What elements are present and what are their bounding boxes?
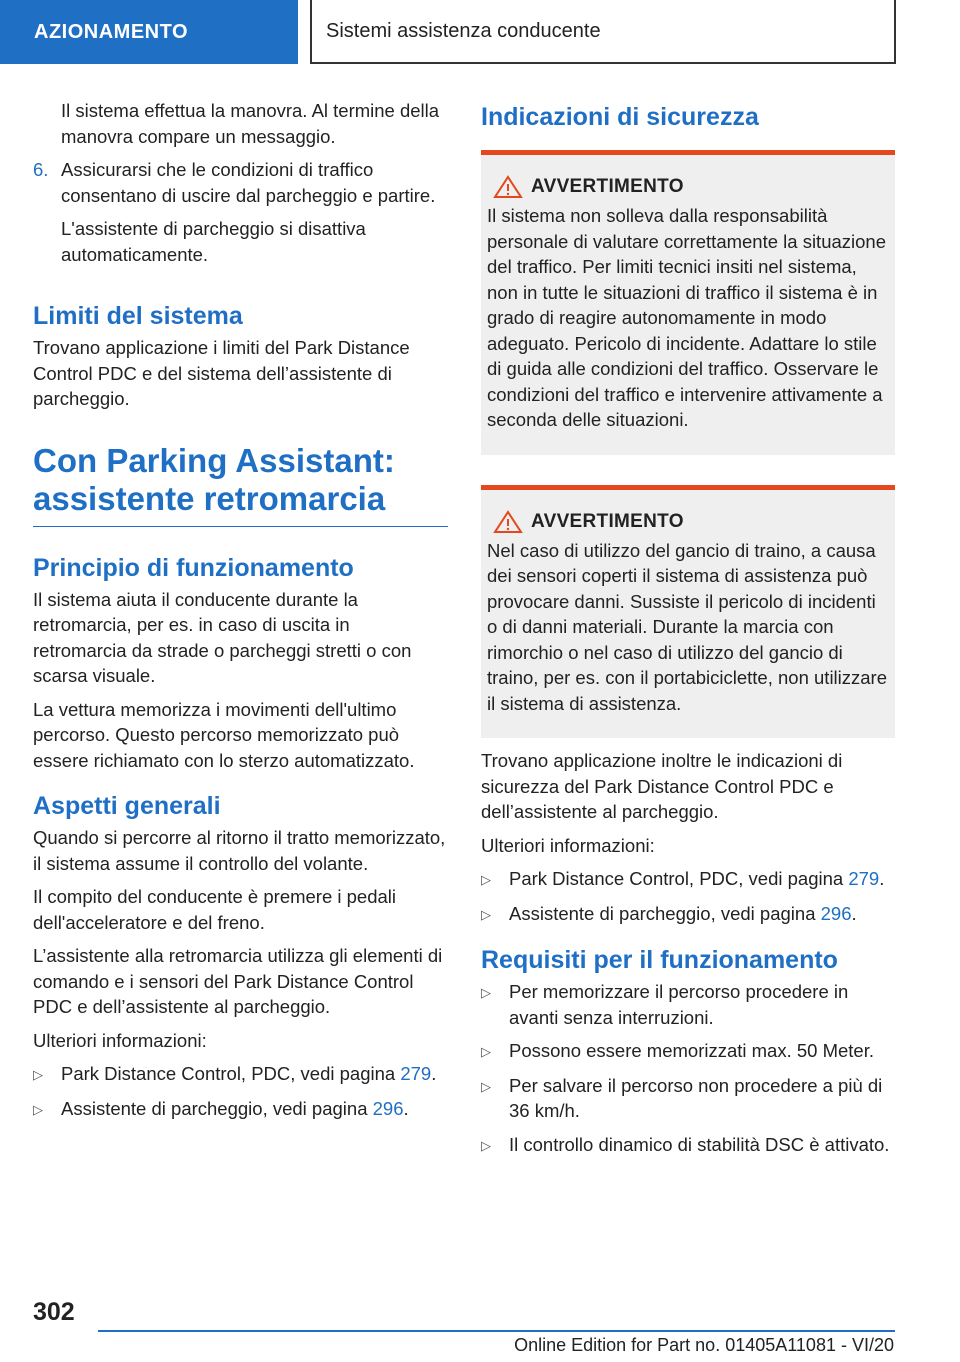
principle-heading: Principio di funzionamento [33,553,354,582]
requirements-list [481,979,895,1158]
warning-box [481,150,895,455]
footer-edition: Online Edition for Part no. 01405A11081 - VI/20 [514,1335,894,1355]
step-text: Assicurarsi che le condizioni di traffico consentano di uscire dal parcheggio e partire. [61,159,436,206]
more-info-label: Ulteriori informazioni: [33,1029,207,1051]
principle-p2: La vettura memorizza i movimenti dell'ultimo percorso. Questo percorso memorizzato può essere richiamato con lo sterzo automatizzato. [33,698,415,771]
triangle-bullet-icon: ▷ [33,1067,43,1082]
safety-after-text: Trovano applicazione inoltre le indicazioni di sicurezza del Park Distance Control PDC e dell’assistente al parcheggio. [481,750,843,822]
principle-p1: Il sistema aiuta il conducente durante la retromarcia, per es. in caso di uscita in retromarcia da strade o parcheggi stretti o con scarsa visuale. [33,588,412,686]
header-chapter-title: Sistemi assistenza conducente [310,0,896,64]
warning-triangle-icon [493,510,523,534]
step-note: L'assistente di parcheggio si disattiva automaticamente. [61,218,366,265]
page-link[interactable]: 279 [400,1063,432,1084]
intro-text: Il sistema effettua la manovra. Al termine della manovra compare un messaggio. [61,100,440,147]
right-column [481,98,895,1166]
list-item: ▷ Il controllo dinamico di stabilità DSC è attivato. [481,1132,895,1159]
left-link-list [33,1061,448,1122]
requirements-heading: Requisiti per il funzionamento [481,946,838,974]
list-item: ▷ Park Distance Control, PDC, vedi pagina 279. [481,866,895,893]
step-number: 6. [33,159,49,180]
triangle-bullet-icon: ▷ [481,1078,491,1094]
list-item: ▷ Possono essere memorizzati max. 50 Meter. [481,1038,895,1065]
warning-triangle-icon [493,175,523,199]
limits-text: Trovano applicazione i limiti del Park Distance Control PDC e del sistema dell’assistente di parcheggio. [33,337,410,409]
warning-title: AVVERTIMENTO [531,176,684,197]
left-column [33,98,448,1130]
triangle-bullet-icon: ▷ [481,985,491,1000]
page-link[interactable]: 296 [372,1097,404,1119]
general-p3: L’assistente alla retromarcia utilizza gli elementi di comando e i sensori del Park Distance Control PDC e dell’assistente al parcheggio. [33,945,443,1017]
warning-text: Nel caso di utilizzo del gancio di traino, a causa dei sensori coperti il sistema di assistenza può provocare danni. Sussiste il pericolo di incidenti o di danni materiali. Durante la marcia con rimorchio o nel caso di utilizzo del gancio di traino, per es. con il portabiciclette, non utilizzare il sistema di assistenza. [487,539,888,714]
general-p2: Il compito del conducente è premere i pedali dell'acceleratore e del freno. [33,886,397,933]
page-number: 302 [33,1298,75,1326]
footer-divider [98,1330,895,1332]
header-section-label: AZIONAMENTO [0,0,298,64]
triangle-bullet-icon: ▷ [481,1044,491,1059]
step-6 [33,157,448,275]
triangle-bullet-icon: ▷ [33,1101,43,1117]
more-info-label: Ulteriori informazioni: [481,834,655,856]
warning-text: Il sistema non solleva dalla responsabilità personale di valutare correttamente la situazione del traffico. Per limiti tecnici insiti nel sistema, non in tutte le situazioni di traffico il sistema è in grado di reagire autonomamente in modo adeguato. Pericolo di incidente. Adattare lo stile di guida alle condizioni del traffico. Osservare le condizioni del traffico e intervenire attivamente a seconda delle situazioni. [487,205,887,430]
list-item: ▷ Per memorizzare il percorso procedere in avanti senza interruzioni. [481,979,895,1030]
list-item: ▷ Park Distance Control, PDC, vedi pagina 279. [33,1061,448,1088]
warning-box [481,485,895,739]
general-heading: Aspetti generali [33,792,221,820]
list-item: ▷ Assistente di parcheggio, vedi pagina 296. [481,901,895,928]
page-link[interactable]: 279 [848,868,880,889]
safety-heading: Indicazioni di sicurezza [481,103,759,131]
warning-title: AVVERTIMENTO [531,510,684,532]
list-item: ▷ Assistente di parcheggio, vedi pagina 296. [33,1096,448,1123]
page-link[interactable]: 296 [820,902,852,924]
triangle-bullet-icon: ▷ [481,872,491,887]
main-heading: Con Parking Assistant: assistente retromarcia [33,442,448,527]
triangle-bullet-icon: ▷ [481,906,491,922]
limits-heading: Limiti del sistema [33,302,243,330]
right-link-list [481,866,895,927]
list-item: ▷ Per salvare il percorso non procedere a più di 36 km/h. [481,1073,895,1124]
triangle-bullet-icon: ▷ [481,1137,491,1153]
general-p1: Quando si percorre al ritorno il tratto memorizzato, il sistema assume il controllo del volante. [33,827,446,874]
